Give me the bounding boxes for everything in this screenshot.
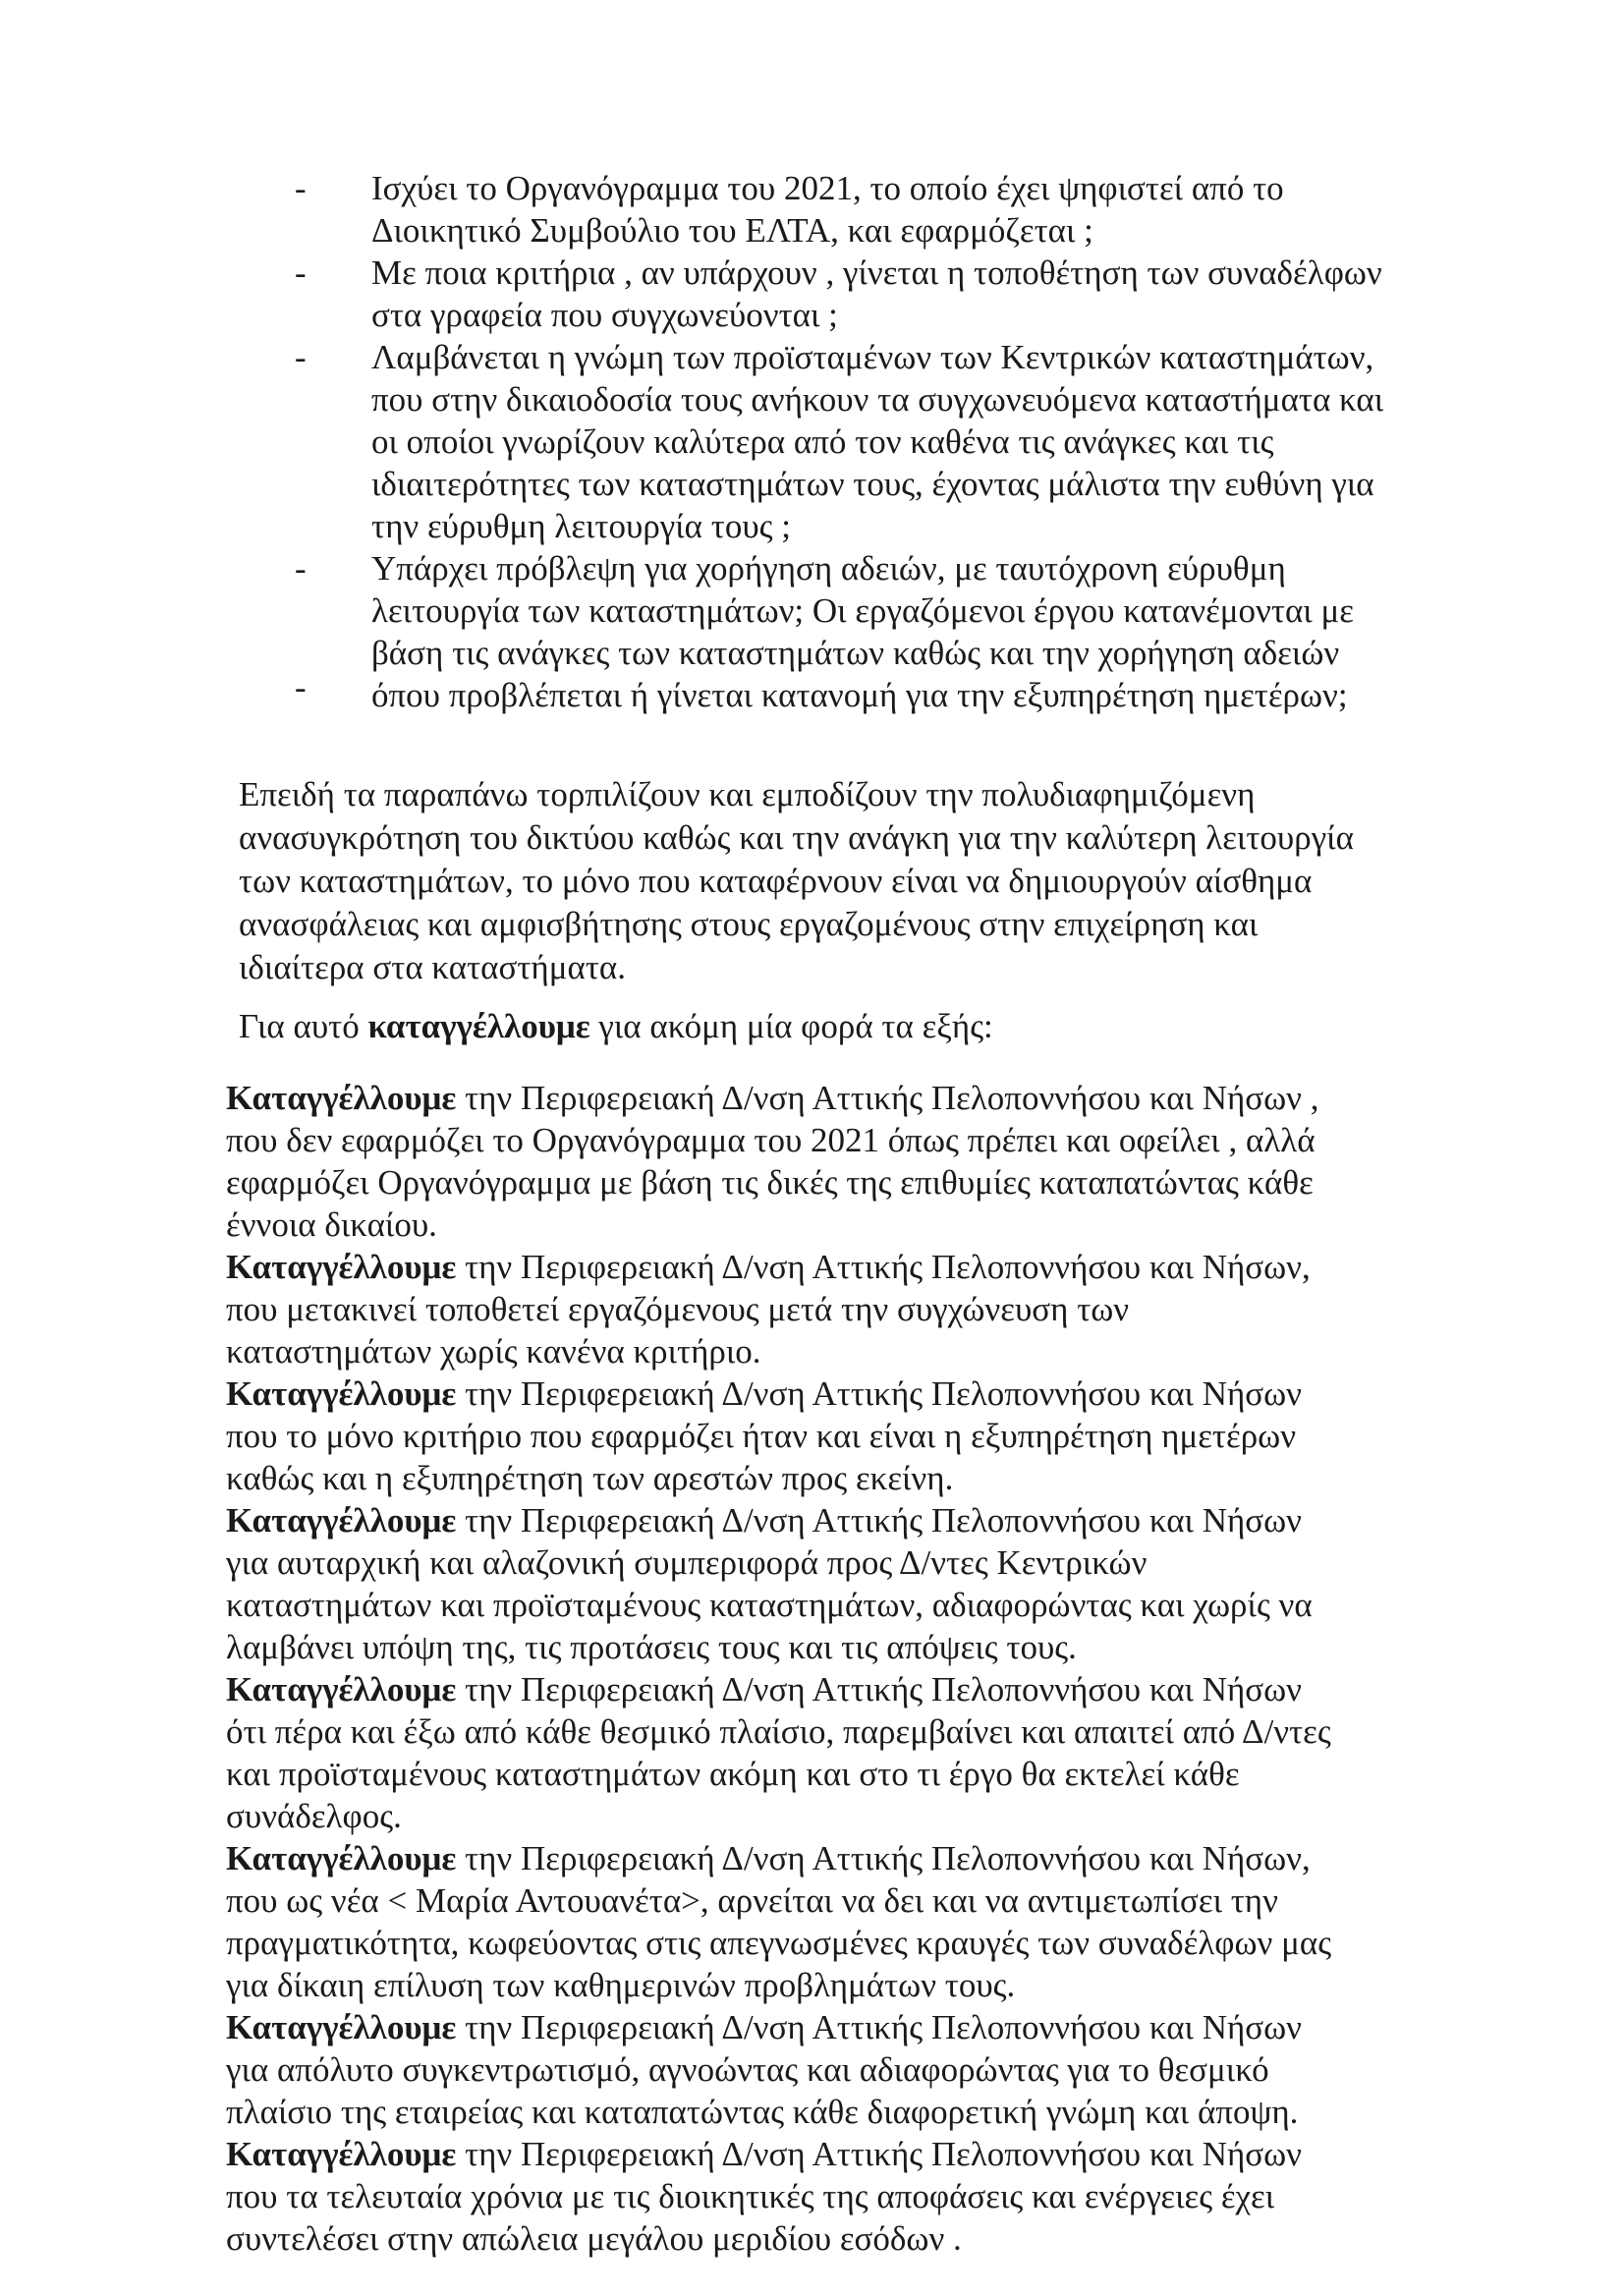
bullet-text: Με ποια κριτήρια , αν υπάρχουν , γίνεται η τοποθέτηση των συναδέλφων στα γραφεία που συγχωνεύονται ;	[371, 253, 1382, 334]
denounce-word: Καταγγέλλουμε	[226, 1079, 457, 1117]
denunciation-item	[226, 1668, 1336, 1837]
denunciation-item	[226, 1499, 1336, 1668]
intro-text: Για αυτό	[239, 1007, 368, 1045]
bullet-dash: -	[295, 338, 307, 376]
denunciation-item	[226, 2133, 1336, 2260]
bullet-dash: -	[295, 169, 307, 207]
list-item	[295, 547, 1385, 716]
denunciation-list	[226, 1077, 1336, 2260]
denounce-word: Καταγγέλλουμε	[226, 1374, 457, 1413]
bullet-text: Υπάρχει πρόβλεψη για χορήγηση αδειών, με ταυτόχρονη εύρυθμη λειτουργία των καταστημάτων; Οι εργαζόμενοι έργου κατανέμονται με βάση τις ανάγκες των καταστημάτων καθώς και την χορήγηση αδειών όπου προβλέπεται ή γίνεται κατανομή για την εξυπηρέτηση ημετέρων;	[371, 549, 1354, 714]
denunciation-text: την Περιφερειακή Δ/νση Αττικής Πελοποννήσου και Νήσων ότι πέρα και έξω από κάθε θεσμικό πλαίσιο, παρεμβαίνει και απαιτεί από Δ/ντες και προϊσταμένους καταστημάτων ακόμη και στο τι έργο θα εκτελεί κάθε συνάδελφος.	[226, 1670, 1331, 1835]
denounce-word: Καταγγέλλουμε	[226, 1501, 457, 1540]
intro-bold-word: καταγγέλλουμε	[367, 1007, 590, 1045]
list-item	[295, 167, 1385, 252]
denounce-word: Καταγγέλλουμε	[226, 1839, 457, 1877]
bullet-text: Ισχύει το Οργανόγραμμα του 2021, το οποίο έχει ψηφιστεί από το Διοικητικό Συμβούλιο του ΕΛΤΑ, και εφαρμόζεται ;	[371, 169, 1284, 250]
paragraph-intro	[239, 1005, 1378, 1048]
denunciation-text: την Περιφερειακή Δ/νση Αττικής Πελοποννήσου και Νήσων που το μόνο κριτήριο που εφαρμόζει ήταν και είναι η εξυπηρέτηση ημετέρων καθώς και η εξυπηρέτηση των αρεστών προς εκείνη.	[226, 1374, 1303, 1497]
denunciation-text: την Περιφερειακή Δ/νση Αττικής Πελοποννήσου και Νήσων για απόλυτο συγκεντρωτισμό, αγνοώντας και αδιαφορώντας για το θεσμικό πλαίσιο της εταιρείας και καταπατώντας κάθε διαφορετική γνώμη και άποψη.	[226, 2008, 1303, 2131]
paragraph-reason: Επειδή τα παραπάνω τορπιλίζουν και εμποδίζουν την πολυδιαφημιζόμενη ανασυγκρότηση του δικτύου καθώς και την ανάγκη για την καλύτερη λειτουργία των καταστημάτων, το μόνο που καταφέρνουν είναι να δημιουργούν αίσθημα ανασφάλειας και αμφισβήτησης στους εργαζομένους στην επιχείρηση και ιδιαίτερα στα καταστήματα.	[239, 775, 1354, 986]
denunciation-item	[226, 1077, 1336, 1246]
question-list	[295, 167, 1385, 716]
list-item	[295, 336, 1385, 547]
denunciation-text: την Περιφερειακή Δ/νση Αττικής Πελοποννήσου και Νήσων, που μετακινεί τοποθετεί εργαζόμενους μετά την συγχώνευση των καταστημάτων χωρίς κανένα κριτήριο.	[226, 1248, 1311, 1371]
denunciation-item	[226, 1372, 1336, 1499]
denunciation-item	[226, 1246, 1336, 1372]
denounce-word: Καταγγέλλουμε	[226, 2008, 457, 2046]
bullet-dash: -	[295, 549, 307, 588]
bullet-text: Λαμβάνεται η γνώμη των προϊσταμένων των Κεντρικών καταστημάτων, που στην δικαιοδοσία τους ανήκουν τα συγχωνευόμενα καταστήματα και οι οποίοι γνωρίζουν καλύτερα από τον καθένα τις ανάγκες και τις ιδιαιτερότητες των καταστημάτων τους, έχοντας μάλιστα την ευθύνη για την εύρυθμη λειτουργία τους ;	[371, 338, 1384, 545]
denunciation-item	[226, 1837, 1336, 2006]
empty-bullet-dash: -	[295, 668, 307, 706]
bullet-dash: -	[295, 253, 307, 292]
denunciation-text: την Περιφερειακή Δ/νση Αττικής Πελοποννήσου και Νήσων που τα τελευταία χρόνια με τις διοικητικές της αποφάσεις και ενέργειες έχει συντελέσει στην απώλεια μεγάλου μεριδίου εσόδων .	[226, 2135, 1303, 2258]
denunciation-text: την Περιφερειακή Δ/νση Αττικής Πελοποννήσου και Νήσων, που ως νέα < Μαρία Αντουανέτα>, αρνείται να δει και να αντιμετωπίσει την πραγματικότητα, κωφεύοντας στις απεγνωσμένες κραυγές των συναδέλφων μας για δίκαιη επίλυση των καθημερινών προβλημάτων τους.	[226, 1839, 1332, 2004]
denounce-word: Καταγγέλλουμε	[226, 2135, 457, 2173]
denunciation-text: την Περιφερειακή Δ/νση Αττικής Πελοποννήσου και Νήσων , που δεν εφαρμόζει το Οργανόγραμμα του 2021 όπως πρέπει και οφείλει , αλλά εφαρμόζει Οργανόγραμμα με βάση τις δικές της επιθυμίες καταπατώντας κάθε έννοια δικαίου.	[226, 1079, 1319, 1244]
denounce-word: Καταγγέλλουμε	[226, 1248, 457, 1286]
intro-text: για ακόμη μία φορά τα εξής:	[589, 1007, 993, 1045]
denunciation-text: την Περιφερειακή Δ/νση Αττικής Πελοποννήσου και Νήσων για αυταρχική και αλαζονική συμπεριφορά προς Δ/ντες Κεντρικών καταστημάτων και προϊσταμένους καταστημάτων, αδιαφορώντας και χωρίς να λαμβάνει υπόψη της, τις προτάσεις τους και τις απόψεις τους.	[226, 1501, 1313, 1666]
denunciation-item	[226, 2006, 1336, 2133]
list-item	[295, 252, 1385, 336]
denounce-word: Καταγγέλλουμε	[226, 1670, 457, 1708]
